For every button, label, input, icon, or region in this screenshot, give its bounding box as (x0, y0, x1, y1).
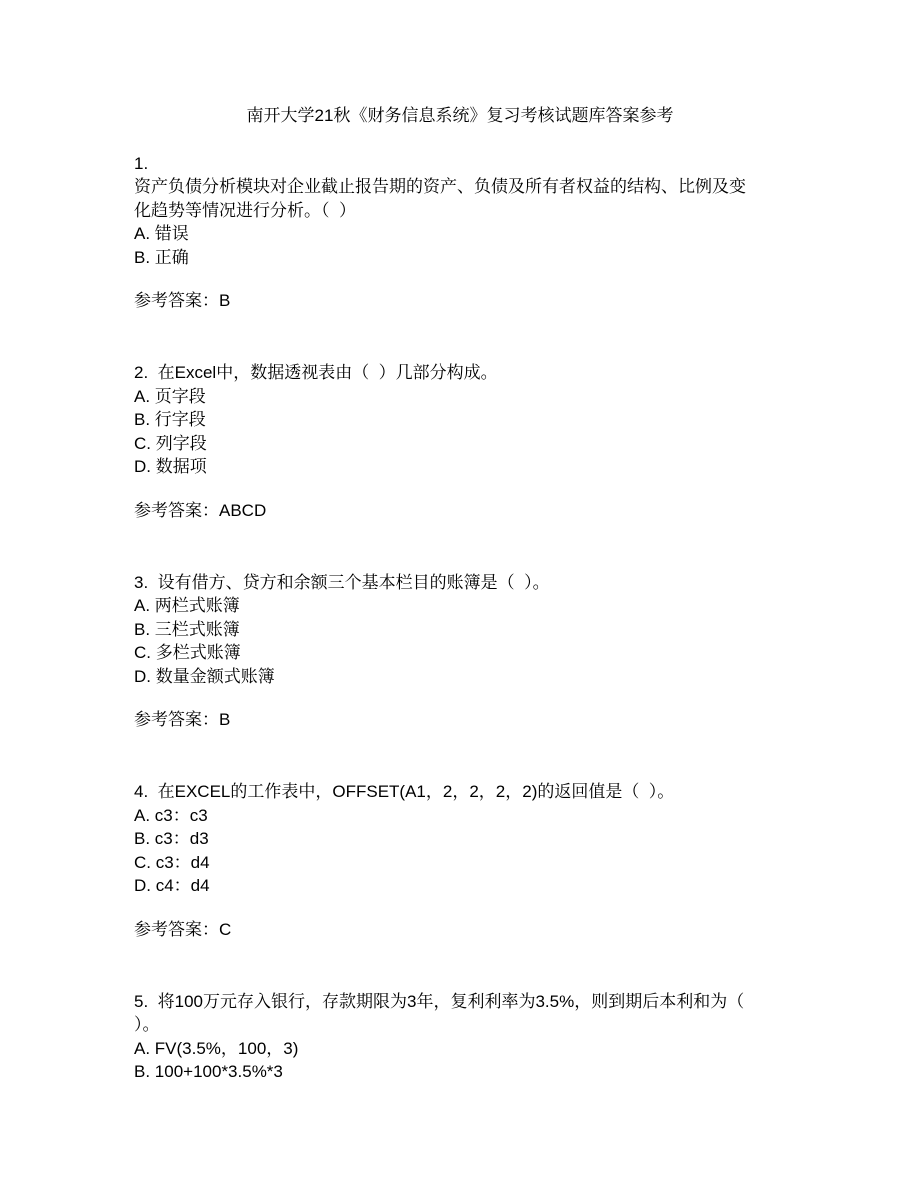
option-b: B. 100+100*3.5%*3 (134, 1062, 283, 1081)
question-block-4 (134, 780, 786, 941)
question-text-line: 资产负债分析模块对企业截止报告期的资产、负债及所有者权益的结构、比例及变 (134, 177, 746, 196)
answer-line: 参考答案：C (134, 919, 232, 939)
spacer (134, 732, 786, 781)
answer-line: 参考答案：ABCD (134, 500, 267, 520)
option-c: C. c3：d4 (134, 852, 210, 872)
question-text-line: 4. 在EXCEL的工作表中，OFFSET(A1，2，2，2，2)的返回值是（ ）。 (134, 782, 675, 801)
option-c: C. 多栏式账簿 (134, 643, 241, 662)
question-block-2 (134, 361, 786, 522)
option-c: C. 列字段 (134, 433, 207, 453)
option-b: B. c3：d3 (134, 829, 209, 848)
spacer (134, 898, 786, 918)
option-b: B. 行字段 (134, 410, 206, 429)
spacer (134, 688, 786, 708)
option-a: A. 错误 (134, 224, 189, 243)
option-b: B. 三栏式账簿 (134, 619, 240, 639)
question-text-line: 5. 将100万元存入银行，存款期限为3年，复利利率为3.5%，则到期后本利和为（ (134, 991, 745, 1011)
spacer (134, 479, 786, 499)
question-text-line: 2. 在Excel中，数据透视表由（ ）几部分构成。 (134, 363, 498, 382)
question-block-5 (134, 990, 786, 1084)
answer-line: 参考答案：B (134, 291, 231, 310)
question-number: 1. (134, 153, 149, 173)
question-text-line: ）。 (134, 1015, 160, 1034)
option-a: A. FV(3.5%，100，3) (134, 1038, 299, 1058)
option-d: D. 数量金额式账簿 (134, 666, 275, 686)
option-a: A. 两栏式账簿 (134, 596, 240, 615)
question-block-1 (134, 152, 786, 313)
option-d: D. c4：d4 (134, 876, 210, 895)
question-text-line: 3. 设有借方、贷方和余额三个基本栏目的账簿是（ ）。 (134, 572, 550, 592)
spacer (134, 128, 786, 152)
question-block-3 (134, 571, 786, 732)
option-d: D. 数据项 (134, 457, 207, 476)
answer-line: 参考答案：B (134, 710, 231, 729)
page-title: 南开大学21秋《财务信息系统》复习考核试题库答案参考 (246, 106, 674, 125)
spacer (134, 269, 786, 289)
option-a: A. 页字段 (134, 386, 206, 406)
spacer (134, 941, 786, 990)
option-a: A. c3：c3 (134, 805, 208, 825)
spacer (134, 313, 786, 362)
spacer (134, 522, 786, 571)
question-text-line: 化趋势等情况进行分析。（ ） (134, 200, 356, 220)
option-b: B. 正确 (134, 247, 189, 267)
